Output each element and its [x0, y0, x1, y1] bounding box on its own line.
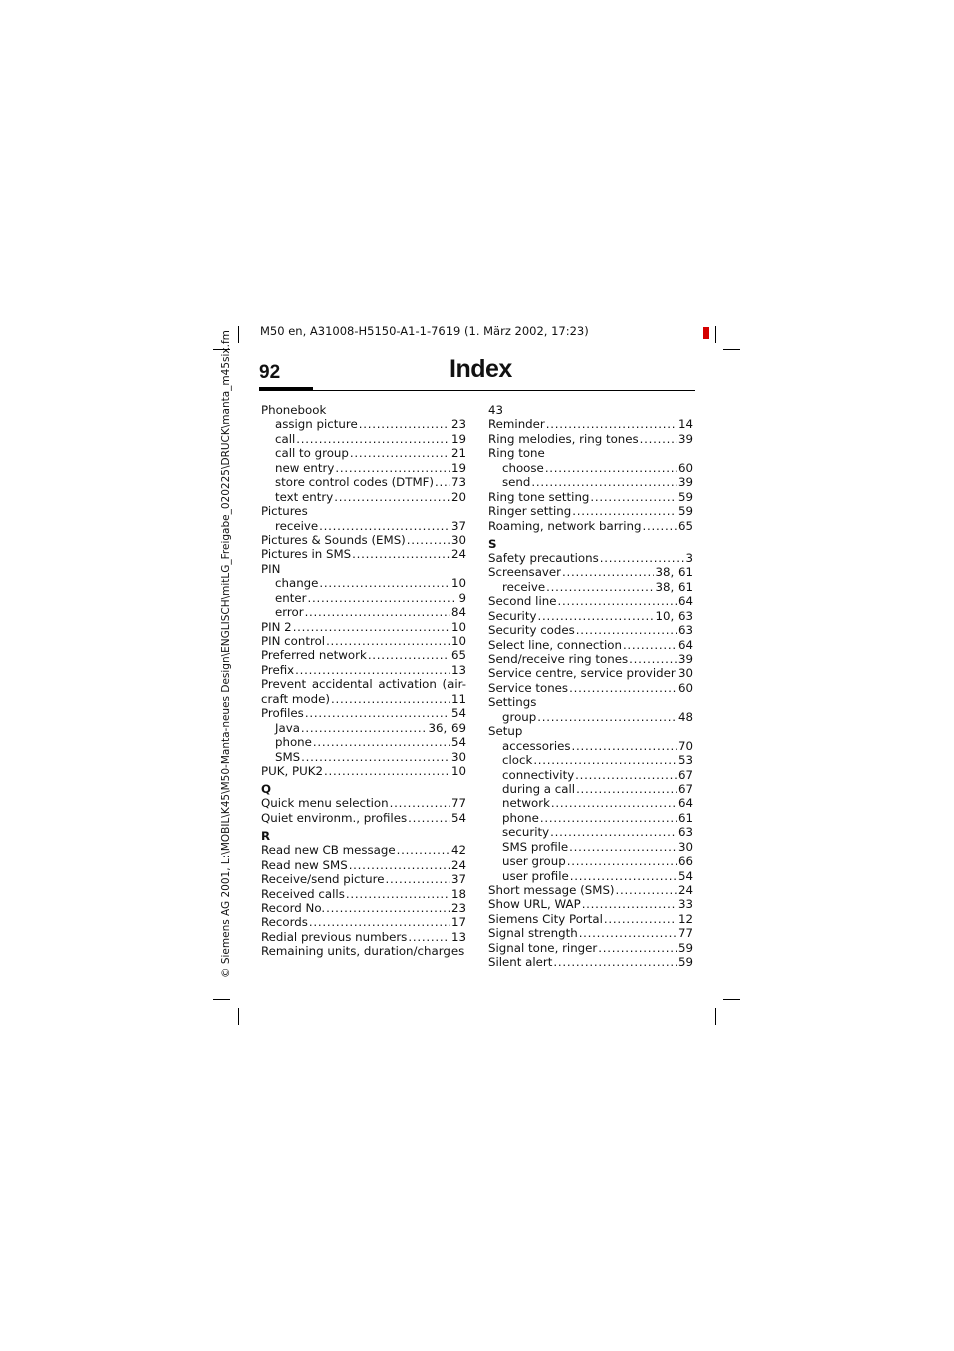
- index-entry: [488, 446, 693, 460]
- index-entry-label: Records: [261, 915, 308, 930]
- leader-dots: [553, 955, 677, 969]
- leader-dots: [570, 869, 677, 883]
- index-entry-page: 12: [677, 911, 693, 926]
- leader-dots: [616, 883, 677, 897]
- index-entry-page: 18: [450, 886, 466, 901]
- index-entry-label: Remaining units, duration/charges: [261, 944, 465, 959]
- index-subentry: [261, 490, 466, 504]
- index-entry-page: 37: [450, 872, 466, 887]
- index-subentry: [261, 591, 466, 605]
- index-entry-label: Service centre, service provider: [488, 666, 676, 681]
- index-entry-label: user group: [502, 854, 566, 869]
- index-entry-label: call: [275, 431, 296, 446]
- index-entry: [261, 692, 466, 706]
- index-entry: [261, 547, 466, 561]
- index-entry: [261, 634, 466, 648]
- leader-dots: [567, 854, 677, 868]
- index-entry-page: 14: [677, 417, 693, 432]
- index-entry-page: 3: [685, 550, 693, 565]
- index-entry: [488, 490, 693, 504]
- index-entry: [261, 887, 466, 901]
- index-entry-label: Ring tone setting: [488, 489, 590, 504]
- leader-dots: [572, 504, 677, 518]
- index-entry-page: 67: [677, 781, 693, 796]
- index-entry-label: during a call: [502, 781, 576, 796]
- index-entry: [488, 609, 693, 623]
- index-subentry: [261, 417, 466, 431]
- index-entry-page: 39: [677, 652, 693, 666]
- index-subentry: [488, 739, 693, 753]
- index-entry-label: Safety precautions: [488, 550, 599, 565]
- index-entry-page: 23: [450, 901, 466, 915]
- leader-dots: [335, 461, 450, 475]
- leader-dots: [326, 901, 450, 915]
- index-entry-page: 54: [450, 735, 466, 750]
- index-entry-label: SMS profile: [502, 839, 569, 854]
- index-entry-label: Setup: [488, 724, 523, 739]
- leader-dots: [319, 519, 450, 533]
- leader-dots: [301, 721, 428, 735]
- index-subentry: [488, 461, 693, 475]
- index-entry-label: Settings: [488, 695, 537, 710]
- index-entry-label: connectivity: [502, 767, 575, 782]
- index-subentry: [261, 432, 466, 446]
- index-entry: [261, 901, 466, 915]
- index-entry-page: 10: [450, 634, 466, 648]
- crop-mark-bottom-left-horizontal: [213, 999, 230, 1000]
- leader-dots: [435, 475, 450, 489]
- index-entry: [261, 706, 466, 720]
- index-entry-page: 10: [450, 763, 466, 778]
- page-number: 92: [259, 362, 281, 383]
- index-entry-label: Read new SMS: [261, 857, 348, 872]
- index-entry-label: accessories: [502, 738, 571, 753]
- leader-dots: [569, 681, 677, 695]
- leader-dots: [562, 565, 654, 579]
- index-subentry: [488, 580, 693, 594]
- index-entry: [261, 533, 466, 547]
- index-entry-label: Reminder: [488, 417, 545, 432]
- index-entry: [488, 666, 693, 680]
- index-entry-label: send: [502, 475, 531, 490]
- index-subentry: [488, 753, 693, 767]
- index-entry-label: Second line: [488, 594, 557, 609]
- index-section-letter: Q: [261, 782, 272, 797]
- index-entry: [261, 504, 466, 518]
- index-entry: [261, 872, 466, 886]
- index-entry: [261, 403, 466, 417]
- index-entry-page: 38, 61: [655, 579, 693, 594]
- index-entry-label: enter: [275, 590, 307, 605]
- leader-dots: [301, 750, 450, 764]
- index-subentry: [261, 461, 466, 475]
- crop-mark-bottom-right-vertical: [715, 1008, 716, 1025]
- index-entry-page: 37: [450, 518, 466, 533]
- index-entry-label: Select line, connection: [488, 637, 622, 652]
- index-entry-page: 20: [450, 489, 466, 504]
- index-entry-page: 30: [677, 666, 693, 681]
- index-entry-label: PIN control: [261, 634, 326, 648]
- index-entry-page: 17: [450, 915, 466, 930]
- index-entry-page: 30: [677, 839, 693, 854]
- index-entry-label: Pictures: [261, 504, 308, 519]
- leader-dots: [324, 764, 450, 778]
- index-entry-page: 60: [677, 680, 693, 695]
- index-entry-label: store control codes (DTMF): [275, 475, 435, 490]
- index-entry-page: 23: [450, 417, 466, 432]
- index-entry-page: 19: [450, 460, 466, 475]
- index-entry-label: Phonebook: [261, 403, 327, 417]
- index-subentry: [261, 750, 466, 764]
- index-entry-label: SMS: [275, 749, 301, 764]
- leader-dots: [582, 897, 677, 911]
- index-subentry: [488, 782, 693, 796]
- leader-dots: [296, 432, 450, 446]
- leader-dots: [540, 811, 677, 825]
- index-subentry: [488, 710, 693, 724]
- crop-mark-bottom-left-vertical: [238, 1008, 239, 1025]
- index-entry-label: Redial previous numbers: [261, 929, 408, 944]
- index-entry-label: Pictures & Sounds (EMS): [261, 532, 406, 547]
- leader-dots: [533, 753, 677, 767]
- index-entry-label: Pictures in SMS: [261, 547, 352, 562]
- index-entry: [261, 663, 466, 677]
- leader-dots: [305, 706, 450, 720]
- leader-dots: [572, 739, 677, 753]
- index-entry-label: Siemens City Portal: [488, 911, 603, 926]
- index-entry-label: choose: [502, 460, 544, 475]
- index-entry: [488, 623, 693, 637]
- color-registration-mark: [703, 327, 709, 339]
- crop-mark-top-left-vertical: [238, 326, 239, 343]
- leader-dots: [331, 692, 450, 706]
- leader-dots: [575, 768, 677, 782]
- index-subentry: [261, 721, 466, 735]
- index-entry-page: 33: [677, 897, 693, 912]
- leader-dots: [407, 533, 450, 547]
- index-subentry: [488, 811, 693, 825]
- index-entry: [488, 897, 693, 911]
- leader-dots: [334, 490, 450, 504]
- index-entry-page: 67: [677, 767, 693, 782]
- index-subentry: [488, 825, 693, 839]
- index-subentry: [488, 796, 693, 810]
- index-entry-page: 64: [677, 796, 693, 811]
- index-subentry: [261, 446, 466, 460]
- index-subentry: [261, 475, 466, 489]
- crop-mark-top-right-horizontal: [723, 349, 740, 350]
- index-entry-label: clock: [502, 753, 533, 768]
- index-entry-label: PIN 2: [261, 619, 292, 634]
- leader-dots: [385, 872, 450, 886]
- index-entry-label: Quick menu selection: [261, 796, 389, 811]
- index-entry-label: 43: [488, 403, 504, 417]
- index-entry: [261, 930, 466, 944]
- index-entry: [488, 638, 693, 652]
- index-entry-label: change: [275, 576, 319, 591]
- leader-dots: [590, 490, 677, 504]
- index-entry-page: 77: [677, 926, 693, 941]
- index-entry: [488, 594, 693, 608]
- index-entry-label: Ringer setting: [488, 504, 572, 519]
- leader-dots: [307, 591, 457, 605]
- index-entry-page: 64: [677, 637, 693, 652]
- index-entry-label: Roaming, network barring: [488, 518, 642, 533]
- index-entry: [488, 432, 693, 446]
- index-entry-label: group: [502, 709, 537, 724]
- index-entry-page: 54: [450, 810, 466, 825]
- index-entry-page: 77: [450, 796, 466, 811]
- index-entry-page: 30: [450, 749, 466, 764]
- index-entry-label: Received calls: [261, 886, 345, 901]
- index-entry-label: Profiles: [261, 706, 304, 721]
- index-entry-label: call to group: [275, 446, 349, 461]
- index-entry-label: receive: [502, 579, 546, 594]
- index-entry-page: 36, 69: [428, 720, 466, 735]
- index-column-left: [261, 403, 466, 959]
- leader-dots: [623, 638, 677, 652]
- index-entry-page: 59: [677, 489, 693, 504]
- index-entry-page: 48: [677, 709, 693, 724]
- index-entry-page: 24: [677, 883, 693, 897]
- index-entry-page: 63: [677, 825, 693, 840]
- index-entry-page: 59: [677, 955, 693, 970]
- index-entry-label: user profile: [502, 868, 569, 883]
- index-entry-page: 24: [450, 857, 466, 872]
- index-entry-page: 10, 63: [655, 608, 693, 623]
- leader-dots: [576, 782, 677, 796]
- index-entry: [488, 955, 693, 969]
- index-entry-page: 42: [450, 843, 466, 858]
- index-subentry: [488, 854, 693, 868]
- index-section-letter: S: [488, 536, 497, 551]
- index-entry-label: Send/receive ring tones: [488, 652, 629, 666]
- leader-dots: [531, 475, 677, 489]
- index-entry-label: Prevent accidental activation (air-: [261, 677, 466, 692]
- index-entry-label: Receive/send picture: [261, 872, 385, 887]
- index-entry: [261, 648, 466, 662]
- leader-dots: [537, 609, 654, 623]
- index-entry: [261, 915, 466, 929]
- leader-dots: [309, 915, 450, 929]
- index-entry-page: 9: [458, 590, 466, 605]
- index-entry-page: 73: [450, 475, 466, 490]
- index-entry: [261, 843, 466, 857]
- index-entry-page: 84: [450, 605, 466, 620]
- index-entry-page: 13: [450, 929, 466, 944]
- index-entry-page: 10: [450, 576, 466, 591]
- index-subentry: [488, 768, 693, 782]
- leader-dots: [557, 594, 677, 608]
- index-entry: [261, 811, 466, 825]
- leader-dots: [313, 735, 450, 749]
- side-copyright-path: © Siemens AG 2001, L:\MOBIL\K45\M50-Manta-neues Design\ENGLISCH\mitLG_Freigabe_020225\DRUCK\manta_m45six.fm: [220, 330, 232, 978]
- leader-dots: [629, 652, 677, 666]
- leader-dots: [368, 648, 450, 662]
- index-entry-page: 59: [677, 504, 693, 519]
- index-entry: [261, 677, 466, 691]
- index-entry-page: 61: [677, 810, 693, 825]
- index-entry-label: error: [275, 605, 304, 620]
- index-entry: [261, 562, 466, 576]
- index-entry-label: Screensaver: [488, 565, 562, 580]
- index-entry-label: Java: [275, 720, 300, 735]
- index-entry: [488, 519, 693, 533]
- leader-dots: [359, 417, 450, 431]
- index-entry: [488, 883, 693, 897]
- index-entry-label: Short message (SMS): [488, 883, 615, 897]
- leader-dots: [390, 796, 450, 810]
- index-entry-label: Ring melodies, ring tones: [488, 431, 639, 446]
- index-entry-label: Prefix: [261, 662, 295, 677]
- leader-dots: [408, 930, 450, 944]
- index-entry: [488, 565, 693, 579]
- index-entry-page: 60: [677, 460, 693, 475]
- leader-dots: [546, 417, 677, 431]
- index-entry: [488, 695, 693, 709]
- index-entry-page: 21: [450, 446, 466, 461]
- index-entry-page: 24: [450, 547, 466, 562]
- leader-dots: [326, 634, 450, 648]
- leader-dots: [346, 887, 450, 901]
- index-entry-label: Security: [488, 608, 537, 623]
- leader-dots: [397, 843, 450, 857]
- index-subentry: [488, 869, 693, 883]
- title-rule: [259, 390, 695, 391]
- index-entry: [488, 551, 693, 565]
- index-entry-page: 30: [450, 532, 466, 547]
- index-entry-label: Security codes: [488, 623, 575, 638]
- index-entry-label: PIN: [261, 561, 281, 576]
- leader-dots: [551, 796, 677, 810]
- index-entry: [488, 417, 693, 431]
- index-entry-page: 53: [677, 753, 693, 768]
- index-entry-label: phone: [275, 735, 312, 750]
- index-entry-page: 54: [677, 868, 693, 883]
- index-entry-label: network: [502, 796, 550, 811]
- index-entry-page: 19: [450, 431, 466, 446]
- index-entry-page: 38, 61: [655, 565, 693, 580]
- leader-dots: [569, 840, 677, 854]
- index-entry-label: Preferred network: [261, 648, 367, 663]
- index-entry: [261, 764, 466, 778]
- index-entry-page: 39: [677, 431, 693, 446]
- index-entry-label: Signal strength: [488, 926, 578, 941]
- index-entry: [488, 681, 693, 695]
- leader-dots: [305, 605, 450, 619]
- leader-dots: [350, 446, 450, 460]
- index-entry: [488, 912, 693, 926]
- index-entry-page: 66: [677, 854, 693, 869]
- index-entry-label: assign picture: [275, 417, 358, 432]
- index-entry-label: Ring tone: [488, 446, 545, 461]
- index-entry-label: phone: [502, 810, 539, 825]
- leader-dots: [579, 926, 677, 940]
- print-header-file-line: M50 en, A31008-H5150-A1-1-7619 (1. März 2002, 17:23): [260, 324, 589, 338]
- index-entry-label: security: [502, 825, 550, 840]
- index-entry: [261, 858, 466, 872]
- index-entry-label: text entry: [275, 489, 334, 504]
- index-section-letter: R: [261, 829, 271, 844]
- leader-dots: [576, 623, 677, 637]
- index-entry: [261, 620, 466, 634]
- index-entry-page: 10: [450, 619, 466, 634]
- index-entry: [261, 796, 466, 810]
- index-entry: [488, 504, 693, 518]
- leader-dots: [349, 858, 450, 872]
- index-entry: [488, 941, 693, 955]
- index-entry-label: craft mode): [261, 691, 330, 706]
- index-entry-label: Service tones: [488, 680, 569, 695]
- index-subentry: [261, 605, 466, 619]
- index-entry-label: Show URL, WAP: [488, 897, 581, 912]
- crop-mark-bottom-right-horizontal: [723, 999, 740, 1000]
- index-entry: [488, 926, 693, 940]
- index-entry-page: 65: [450, 648, 466, 663]
- index-subentry: [261, 519, 466, 533]
- index-entry-label: Quiet environm., profiles: [261, 810, 408, 825]
- leader-dots: [352, 547, 450, 561]
- leader-dots: [550, 825, 677, 839]
- index-entry-page: 59: [677, 940, 693, 955]
- leader-dots: [598, 941, 677, 955]
- leader-dots: [546, 580, 654, 594]
- index-entry-label: receive: [275, 518, 319, 533]
- leader-dots: [293, 620, 450, 634]
- index-entry: [261, 944, 466, 958]
- index-entry: [488, 652, 693, 666]
- leader-dots: [545, 461, 677, 475]
- index-entry-label: new entry: [275, 460, 335, 475]
- index-entry-label: Signal tone, ringer: [488, 940, 598, 955]
- index-entry-page: 65: [677, 518, 693, 533]
- leader-dots: [600, 551, 685, 565]
- index-entry: [488, 724, 693, 738]
- index-entry-page: 70: [677, 738, 693, 753]
- index-entry-page: 13: [450, 662, 466, 677]
- leader-dots: [642, 519, 677, 533]
- leader-dots: [604, 912, 677, 926]
- leader-dots: [537, 710, 677, 724]
- index-entry-label: Record No.: [261, 901, 326, 915]
- crop-mark-top-right-vertical: [715, 326, 716, 343]
- index-subentry: [488, 840, 693, 854]
- index-entry-page: 63: [677, 623, 693, 638]
- index-subentry: [261, 576, 466, 590]
- index-entry-page: 11: [450, 691, 466, 706]
- index-entry-label: PUK, PUK2: [261, 763, 323, 778]
- index-entry-label: Read new CB message: [261, 843, 396, 858]
- index-subentry: [488, 475, 693, 489]
- index-entry-page: 54: [450, 706, 466, 721]
- index-entry-page: 39: [677, 475, 693, 490]
- leader-dots: [408, 811, 450, 825]
- index-entry-label: Silent alert: [488, 955, 553, 970]
- page-title: Index: [449, 355, 512, 383]
- index-entry: [488, 403, 693, 417]
- leader-dots: [295, 663, 450, 677]
- leader-dots: [319, 576, 450, 590]
- leader-dots: [640, 432, 677, 446]
- index-column-right: [488, 403, 693, 970]
- index-subentry: [261, 735, 466, 749]
- index-entry-page: 64: [677, 594, 693, 609]
